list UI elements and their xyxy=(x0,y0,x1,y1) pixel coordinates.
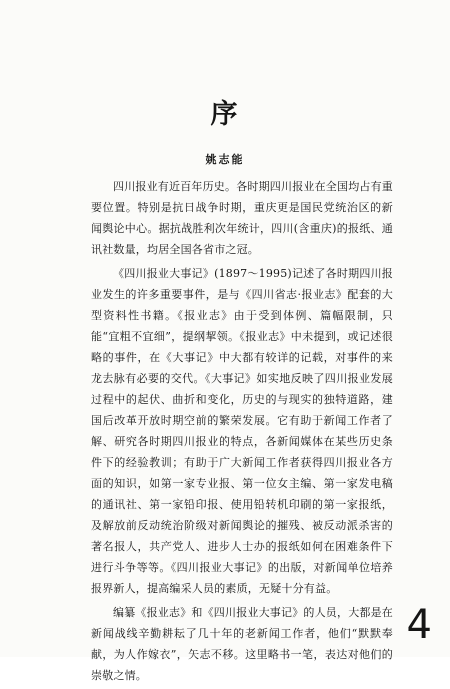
paragraph-1: 四川报业有近百年历史。各时期四川报业在全国均占有重要位置。特别是抗日战争时期，重庆更是国民党统治区的新闻舆论中心。据抗战胜利次年统计，四川(含重庆)的报纸、通讯社数量，均居全国各省市之冠。 xyxy=(91,180,393,256)
paragraph-3: 编纂《报业志》和《四川报业大事记》的人员，大都是在新闻战线辛勤耕耘了几十年的老新闻工作者，他们“默默奉献，为人作嫁衣”，矢志不移。这里略书一笔，表达对他们的崇敬之情。 xyxy=(91,606,393,682)
preface-body xyxy=(91,176,393,689)
paragraph-2: 《四川报业大事记》(1897～1995)记述了各时期四川报业发生的许多重要事件，是与《四川省志·报业志》配套的大型资料性书籍。《报业志》由于受到体例、篇幅限制，只能“宜粗不宜细”，提纲挈领。《报业志》中未提到，或记述很略的事件，在《大事记》中大都有较详的记载，对事件的来龙去脉有必要的交代。《大事记》如实地反映了四川报业发展过程中的起伏、曲折和变化，历史的与现实的独特道路，建国后改革开放时期空前的繁荣发展。它有助于新闻工作者了解、研究各时期四川报业的特点，各新闻媒体在某些历史条件下的经验教训；有助于广大新闻工作者获得四川报业各方面的知识，如第一家专业报、第一位女主编、第一家发电稿的通讯社、第一家铅印报、使用铅转机印刷的第一家报纸，及解放前反动统治阶级对新闻舆论的摧残、被反动派杀害的著名报人，共产党人、进步人士办的报纸如何在困难条件下进行斗争等等。《四川报业大事记》的出版，对新闻单位培养报界新人，提高编采人员的素质，无疑十分有益。 xyxy=(91,267,393,595)
author-name: 姚志能 xyxy=(205,153,245,166)
page-title: 序 xyxy=(210,99,240,130)
page-number: 4 xyxy=(406,602,432,648)
